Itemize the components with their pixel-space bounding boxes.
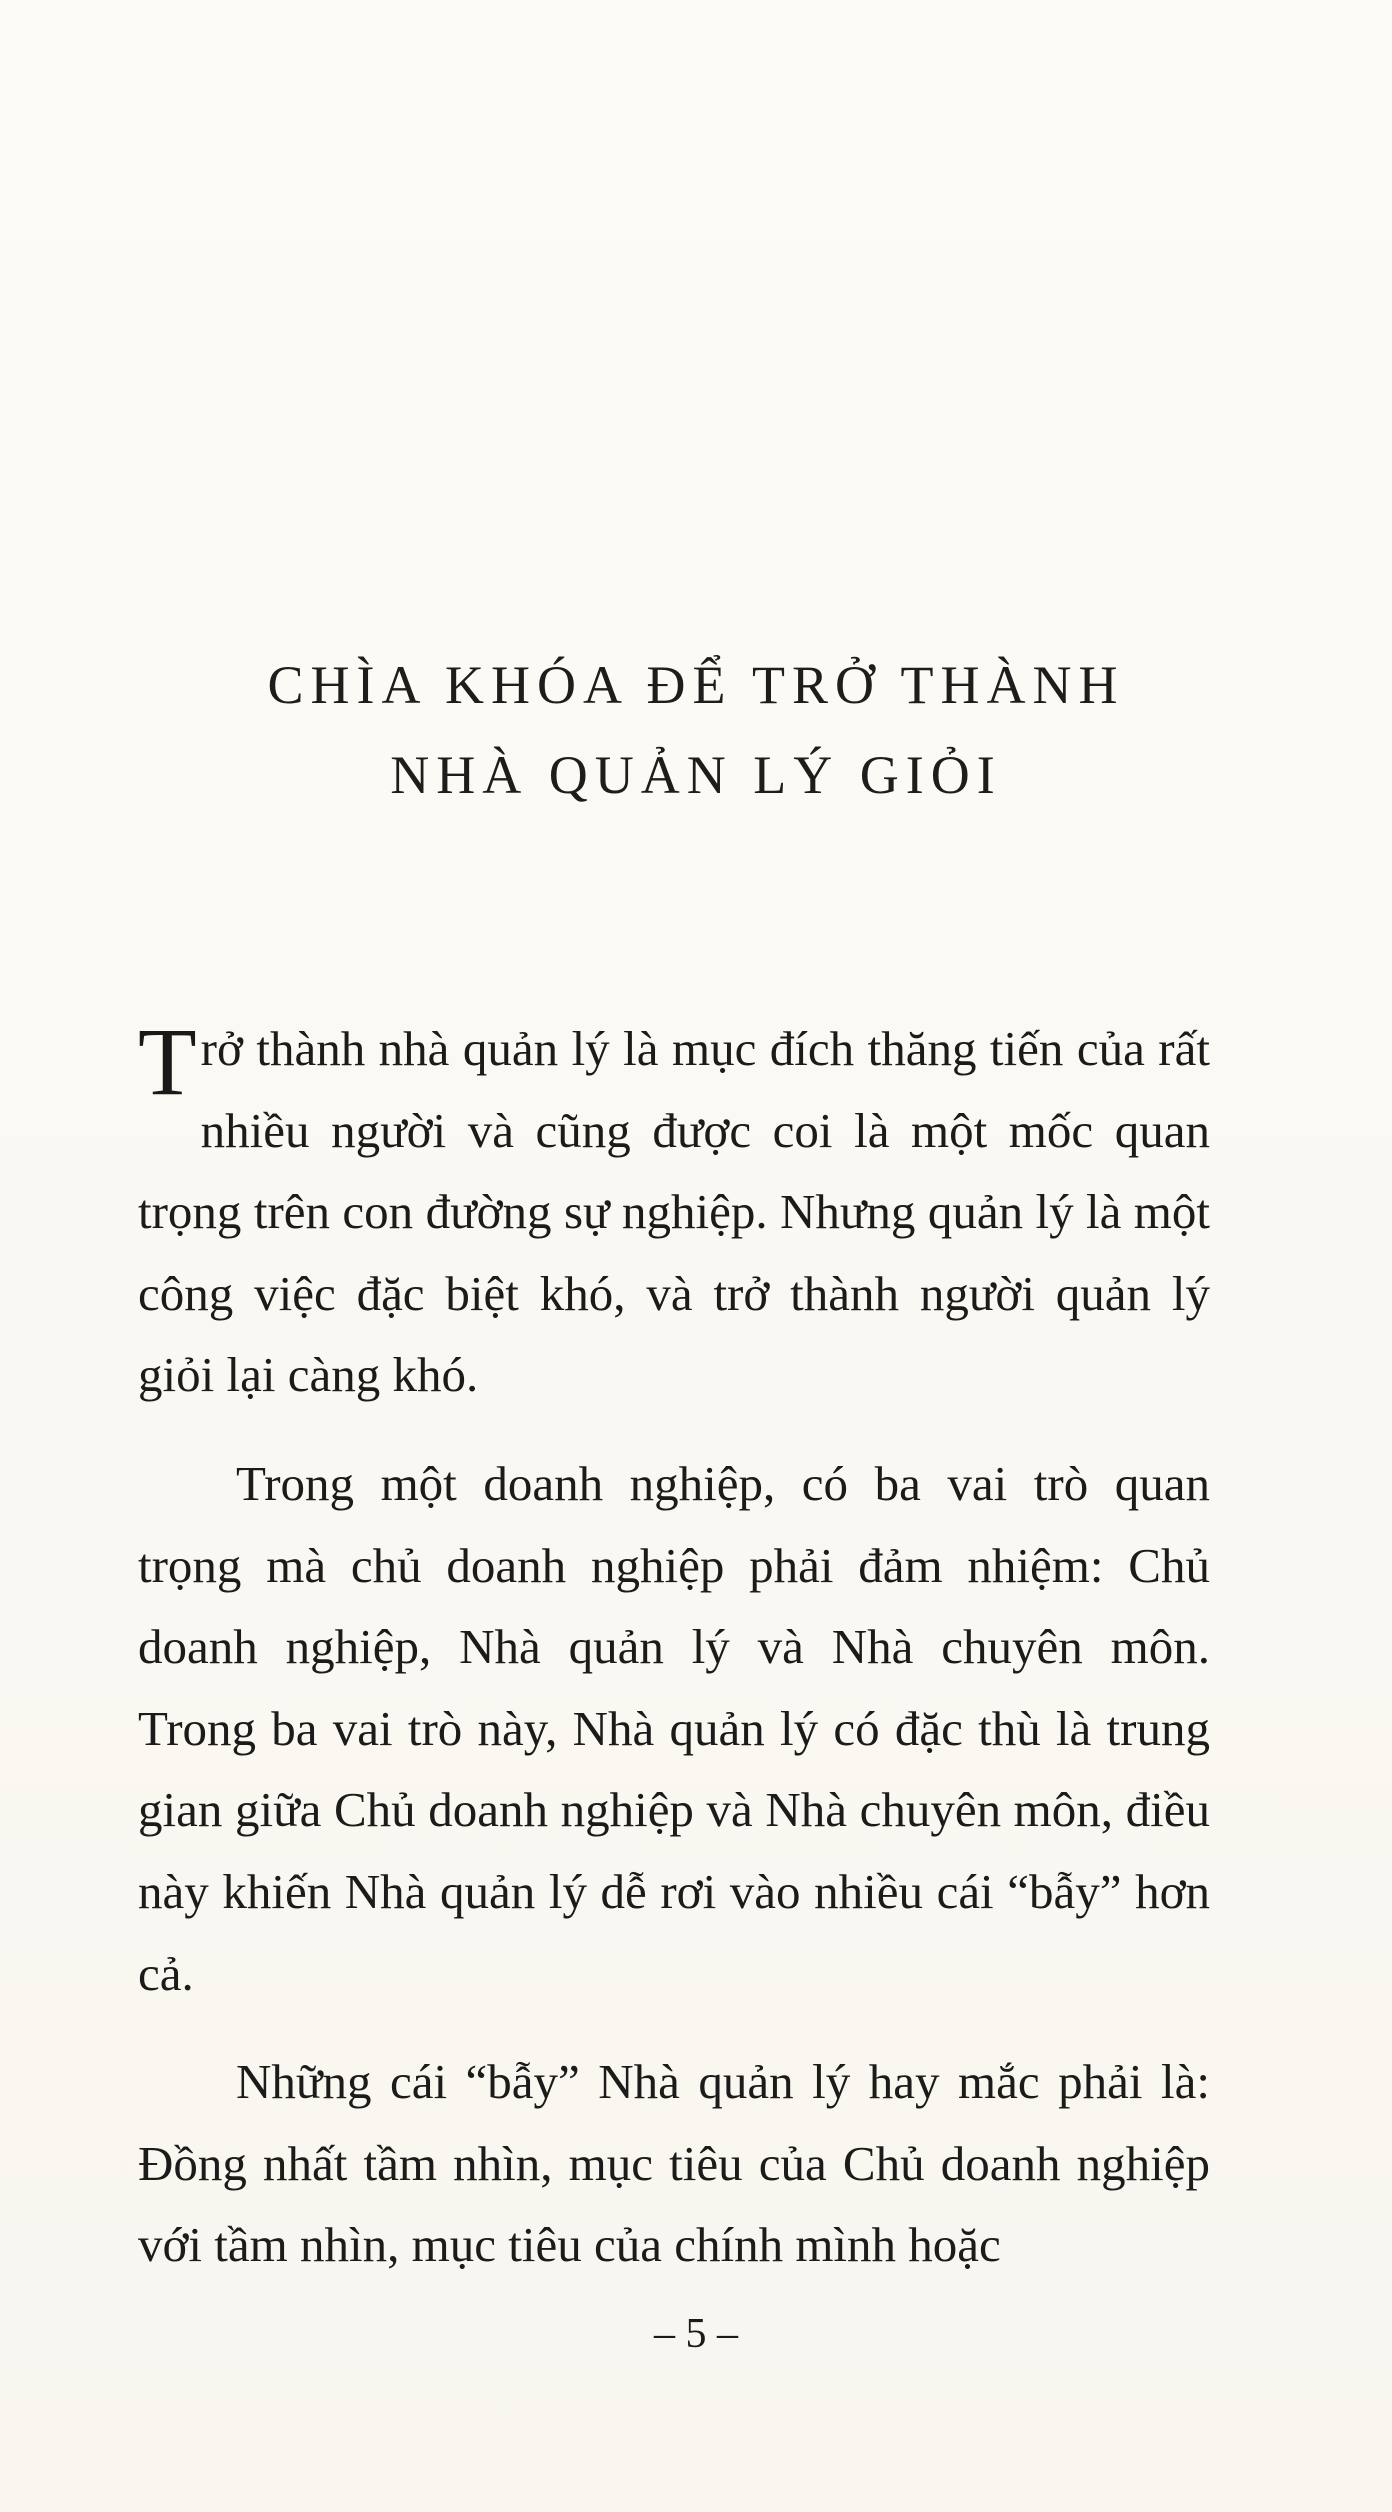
paragraph-3: Những cái “bẫy” Nhà quản lý hay mắc phải là: Đồng nhất tầm nhìn, mục tiêu của Chủ doanh nghiệp với tầm nhìn, mục tiêu của chính mình hoặc xyxy=(138,2054,1210,2273)
paragraph-1 xyxy=(138,1008,1210,1416)
chapter-title-line-1: CHÌA KHÓA ĐỂ TRỞ THÀNH xyxy=(267,655,1125,715)
paragraph-1-text: rở thành nhà quản lý là mục đích thăng tiến của rất nhiều người và cũng được coi là một mốc quan trọng trên con đường sự nghiệp. Nhưng quản lý là một công việc đặc biệt khó, và trở thành người quản lý giỏi lại càng khó. xyxy=(138,1021,1210,1403)
paragraph-2: Trong một doanh nghiệp, có ba vai trò quan trọng mà chủ doanh nghiệp phải đảm nhiệm: Chủ doanh nghiệp, Nhà quản lý và Nhà chuyên môn. Trong ba vai trò này, Nhà quản lý có đặc thù là trung gian giữa Chủ doanh nghiệp và Nhà chuyên môn, điều này khiến Nhà quản lý dễ rơi vào nhiều cái “bẫy” hơn cả. xyxy=(138,1455,1210,2001)
chapter-title-line-2: NHÀ QUẢN LÝ GIỎI xyxy=(390,745,1002,805)
body-text xyxy=(138,1008,1210,2286)
page-number: – 5 – xyxy=(654,2311,738,2357)
drop-cap: T xyxy=(138,1008,197,1115)
